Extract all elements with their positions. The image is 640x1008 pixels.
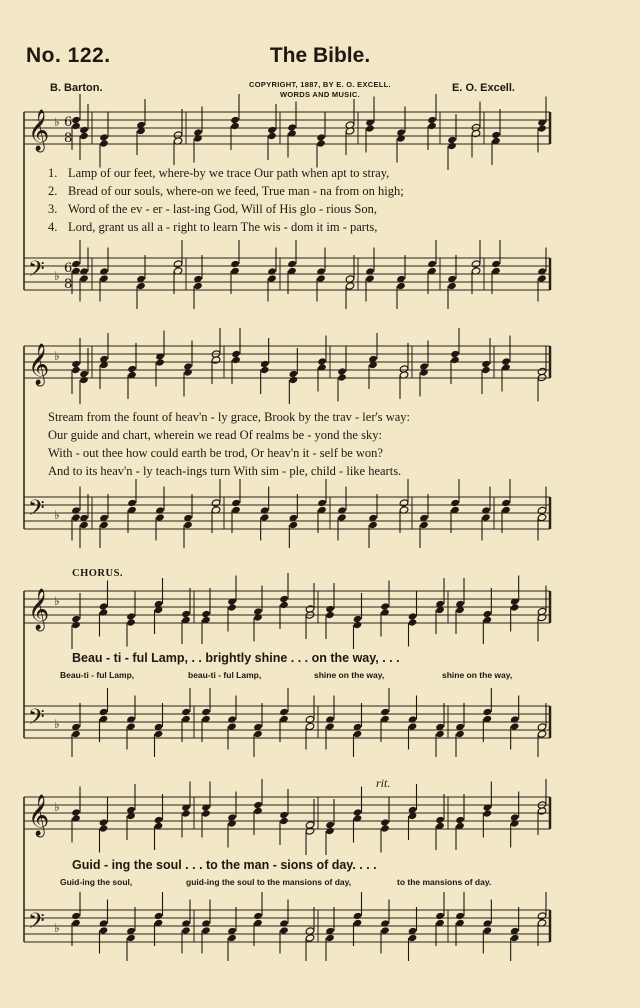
note-head <box>279 817 289 825</box>
composer: E. O. Excell. <box>452 82 515 94</box>
chorus-line-1: Beau - ti - ful Lamp, . . brightly shine . . . on the way, . . . <box>72 651 400 665</box>
note-head <box>126 722 136 730</box>
note-head <box>353 730 363 738</box>
words-author: B. Barton. <box>50 82 103 94</box>
note-head <box>455 912 465 920</box>
note-head <box>289 521 299 529</box>
note-head <box>201 809 211 817</box>
note-head <box>435 730 445 738</box>
note-head <box>491 260 501 268</box>
note-head <box>279 708 289 716</box>
note-head <box>345 282 355 290</box>
hymn-number: No. 122. <box>26 44 111 67</box>
note-head <box>267 132 277 140</box>
note-head <box>230 122 240 130</box>
note-head <box>99 274 109 282</box>
verse-line-4: 4. Lord, grant us all a - right to learn The wis - dom it im - parts, <box>48 220 378 234</box>
note-head <box>450 356 460 364</box>
note-head <box>231 356 241 364</box>
note-head <box>305 934 315 942</box>
note-head <box>396 282 406 290</box>
treble-clef-icon: 𝄞 <box>28 795 50 836</box>
hymn-title: The Bible. <box>269 44 371 67</box>
copyright-scope: WORDS AND MUSIC. <box>280 90 360 99</box>
flat-sign-icon: ♭ <box>54 717 60 731</box>
note-head <box>193 282 203 290</box>
note-head <box>71 122 81 130</box>
note-head <box>481 513 491 521</box>
note-head <box>71 621 81 629</box>
note-head <box>253 807 263 815</box>
note-head <box>337 513 347 521</box>
note-head <box>408 934 418 942</box>
note-head <box>126 618 136 626</box>
note-head <box>267 274 277 282</box>
note-head <box>154 912 164 920</box>
flat-sign-icon: ♭ <box>54 349 60 363</box>
note-head <box>183 521 193 529</box>
treble-clef-icon: 𝄞 <box>28 110 50 151</box>
note-head <box>227 722 237 730</box>
bass-clef-icon: 𝄢 <box>28 909 45 939</box>
note-head <box>305 722 315 730</box>
note-head <box>365 274 375 282</box>
note-head <box>537 274 547 282</box>
note-head <box>279 601 289 609</box>
note-head <box>155 513 165 521</box>
flat-sign-icon: ♭ <box>54 508 60 522</box>
note-head <box>353 621 363 629</box>
tempo-mark: rit. <box>376 776 391 790</box>
verse-lyrics-part2 <box>48 408 410 480</box>
note-head <box>435 912 445 920</box>
verse-line-1-cont: Stream from the fount of heav'n - ly grace, Brook by the trav - ler's way: <box>48 410 411 424</box>
note-head <box>353 912 363 920</box>
note-head <box>483 708 493 716</box>
bass-clef-icon: 𝄢 <box>28 257 45 287</box>
note-head <box>279 926 289 934</box>
note-head <box>510 722 520 730</box>
note-head <box>253 912 263 920</box>
treble-clef-icon: 𝄞 <box>28 344 50 385</box>
note-head <box>325 722 335 730</box>
note-head <box>471 260 481 268</box>
note-head <box>380 824 390 832</box>
note-head <box>71 730 81 738</box>
note-head <box>136 282 146 290</box>
note-head <box>537 730 547 738</box>
chorus-echo-1a: Beau-ti - ful Lamp, <box>60 670 135 680</box>
note-head <box>380 926 390 934</box>
note-head <box>79 521 89 529</box>
note-head <box>71 513 81 521</box>
note-head <box>537 124 547 132</box>
note-head <box>126 934 136 942</box>
verse-line-2: 2. Bread of our souls, where-on we feed, True man - na from on high; <box>48 184 404 198</box>
note-head <box>447 282 457 290</box>
note-head <box>79 376 89 384</box>
note-head <box>380 708 390 716</box>
note-head <box>99 139 109 147</box>
bass-clef-icon: 𝄢 <box>28 705 45 735</box>
note-head <box>227 603 237 611</box>
chorus-label: CHORUS. <box>72 568 124 579</box>
note-head <box>427 122 437 130</box>
note-head <box>79 132 89 140</box>
note-head <box>317 499 327 507</box>
note-head <box>447 142 457 150</box>
note-head <box>481 366 491 374</box>
bass-clef-icon: 𝄢 <box>28 496 45 526</box>
note-head <box>231 499 241 507</box>
note-head <box>325 611 335 619</box>
flat-sign-icon: ♭ <box>54 115 60 129</box>
note-head <box>154 730 164 738</box>
note-head <box>427 260 437 268</box>
note-head <box>537 513 547 521</box>
chorus-echo-1c: shine on the way, <box>314 670 385 680</box>
note-head <box>227 934 237 942</box>
note-head <box>455 730 465 738</box>
note-head <box>368 521 378 529</box>
note-head <box>79 274 89 282</box>
chorus-line-2: Guid - ing the soul . . . to the man - sions of day. . . . <box>72 858 377 872</box>
chorus-echo-2b: guid-ing the soul to the mansions of day, <box>186 877 352 887</box>
note-head <box>260 366 270 374</box>
note-head <box>483 809 493 817</box>
note-head <box>181 926 191 934</box>
note-head <box>211 499 221 507</box>
time-signature-top: 6 <box>64 115 73 130</box>
note-head <box>337 373 347 381</box>
treble-clef-icon: 𝄞 <box>28 589 50 630</box>
note-head <box>201 926 211 934</box>
note-head <box>419 521 429 529</box>
note-head <box>501 499 511 507</box>
note-head <box>71 260 81 268</box>
note-head <box>99 708 109 716</box>
verse-lyrics-part1 <box>48 164 404 236</box>
note-head <box>365 124 375 132</box>
verse-line-2-cont: Our guide and chart, wherein we read Of realms be - yond the sky: <box>48 428 382 442</box>
note-head <box>155 358 165 366</box>
chorus-echo-1b: beau-ti - ful Lamp, <box>188 670 262 680</box>
note-head <box>408 722 418 730</box>
chorus-echo-2c: to the mansions of day. <box>397 877 492 887</box>
chorus-echo-2a: Guid-ing the soul, <box>60 877 133 887</box>
note-head <box>260 513 270 521</box>
note-head <box>537 912 547 920</box>
note-head <box>253 730 263 738</box>
copyright-notice: COPYRIGHT, 1887, BY E. O. EXCELL. <box>249 80 391 89</box>
note-head <box>408 618 418 626</box>
note-head <box>510 603 520 611</box>
note-head <box>127 499 137 507</box>
note-head <box>173 260 183 268</box>
verse-line-4-cont: And to its heav'n - ly teach-ings turn With sim - ple, child - like hearts. <box>48 464 402 478</box>
time-signature-top: 6 <box>64 261 73 276</box>
verse-line-3: 3. Word of the ev - er - last-ing God, Will of His glo - rious Son, <box>48 202 377 216</box>
note-head <box>399 499 409 507</box>
note-head <box>99 926 109 934</box>
note-head <box>71 912 81 920</box>
note-head <box>181 809 191 817</box>
note-head <box>325 934 335 942</box>
note-head <box>510 934 520 942</box>
note-head <box>230 260 240 268</box>
note-head <box>316 274 326 282</box>
note-head <box>181 708 191 716</box>
note-head <box>325 827 335 835</box>
note-head <box>99 824 109 832</box>
note-head <box>450 499 460 507</box>
flat-sign-icon: ♭ <box>54 269 60 283</box>
verse-line-3-cont: With - out thee how could earth be trod, Or heav'n it - self be won? <box>48 446 383 460</box>
note-head <box>201 708 211 716</box>
note-head <box>483 926 493 934</box>
flat-sign-icon: ♭ <box>54 594 60 608</box>
note-head <box>287 260 297 268</box>
note-head <box>316 139 326 147</box>
verse-line-1: 1. Lamp of our feet, where-by we trace Our path when apt to stray, <box>48 166 390 180</box>
note-head <box>99 521 109 529</box>
chorus-echo-1d: shine on the way, <box>442 670 513 680</box>
flat-sign-icon: ♭ <box>54 921 60 935</box>
note-head <box>71 366 81 374</box>
note-head <box>289 376 299 384</box>
time-signature-bottom: 8 <box>64 277 73 292</box>
time-signature-bottom: 8 <box>64 131 73 146</box>
flat-sign-icon: ♭ <box>54 800 60 814</box>
